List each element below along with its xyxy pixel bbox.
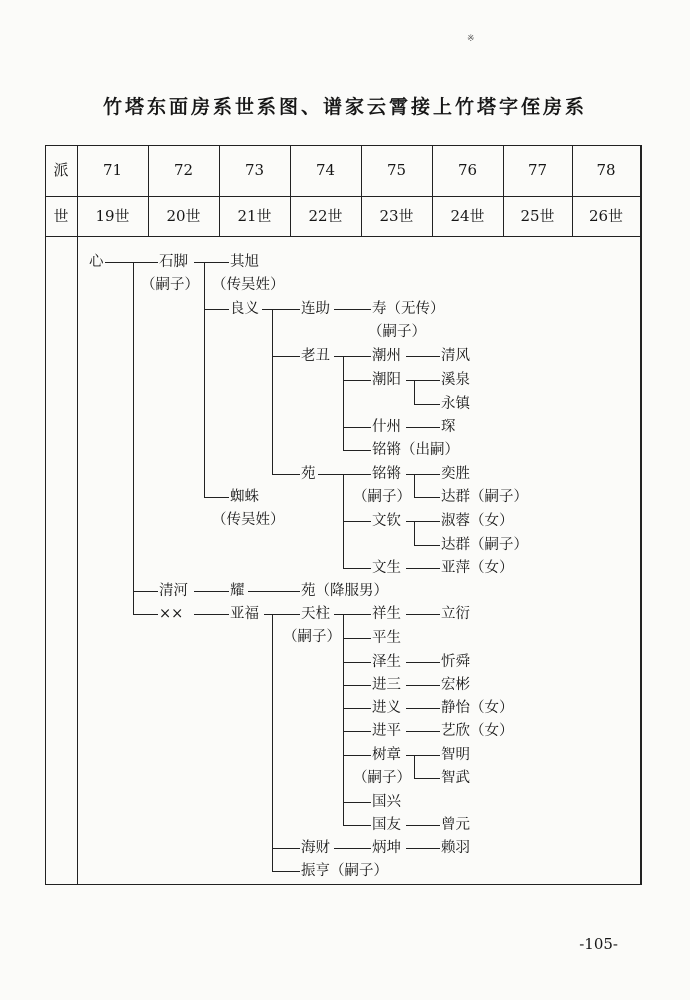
tree-connector-h — [204, 497, 229, 498]
node-jinyi: 进义 — [372, 700, 401, 716]
node-zhizhu: 蜘蛛 — [230, 489, 259, 505]
node-shuzhang: 树章 — [372, 747, 401, 763]
tree-connector-h — [406, 614, 440, 615]
tree-connector-v — [204, 262, 205, 497]
tree-connector-h — [334, 309, 371, 310]
tree-connector-h — [133, 591, 158, 592]
node-haicai: 海财 — [301, 840, 330, 856]
node-shou-note: （嗣子） — [368, 324, 426, 340]
node-yuan2: 苑（降服男） — [301, 583, 388, 599]
tree-connector-h — [194, 614, 229, 615]
node-qinghe: 清河 — [159, 583, 188, 599]
tree-connector-h — [334, 614, 371, 615]
tree-connector-h — [343, 708, 371, 709]
tree-connector-v — [343, 356, 344, 450]
pai-75: 75 — [386, 161, 407, 179]
tree-connector-v — [343, 614, 344, 825]
tree-connector-h — [194, 591, 229, 592]
pai-74: 74 — [315, 161, 336, 179]
node-zhizhu-note: （传吴姓） — [212, 512, 285, 528]
tree-connector-h — [406, 521, 440, 522]
shi-23: 23世 — [379, 207, 414, 225]
tree-connector-h — [343, 802, 371, 803]
tree-connector-h — [406, 731, 440, 732]
shi-20: 20世 — [166, 207, 201, 225]
tree-connector-h — [334, 848, 371, 849]
node-yixin: 艺欣（女） — [441, 723, 514, 739]
node-jinping: 进平 — [372, 723, 401, 739]
node-yongzhen: 永镇 — [441, 396, 470, 412]
tree-connector-h — [264, 614, 300, 615]
node-zhenheng: 振亨（嗣子） — [301, 863, 388, 879]
pai-label: 派 — [53, 161, 69, 179]
page-number: -105- — [579, 935, 618, 953]
node-qixu: 其旭 — [230, 254, 259, 270]
node-shijiao-note: （嗣子） — [141, 277, 199, 293]
tree-connector-h — [334, 356, 371, 357]
node-xin: 心 — [89, 254, 104, 270]
table-column-divider — [640, 145, 641, 885]
tree-connector-h — [414, 545, 440, 546]
node-wenqin: 文钦 — [372, 513, 401, 529]
shi-24: 24世 — [450, 207, 485, 225]
tree-connector-h — [406, 662, 440, 663]
node-daqun2: 达群（嗣子） — [441, 537, 528, 553]
node-yao: 耀 — [230, 583, 245, 599]
tree-connector-h — [406, 568, 440, 569]
tree-connector-h — [262, 309, 300, 310]
pai-77: 77 — [527, 161, 548, 179]
node-qingfeng: 清风 — [441, 348, 470, 364]
tree-connector-h — [406, 474, 440, 475]
node-zhiwu: 智武 — [441, 770, 470, 786]
tree-connector-h — [133, 614, 158, 615]
node-tianzhu: 天柱 — [301, 606, 330, 622]
shi-22: 22世 — [308, 207, 343, 225]
tree-connector-h — [406, 825, 440, 826]
node-hongbin: 宏彬 — [441, 677, 470, 693]
tree-connector-h — [272, 474, 300, 475]
node-pingsheng: 平生 — [372, 630, 401, 646]
shi-21: 21世 — [237, 207, 272, 225]
node-chen: 琛 — [441, 419, 456, 435]
tree-connector-v — [414, 521, 415, 545]
page-title: 竹塔东面房系世系图、谱家云霄接上竹塔字侄房系 — [102, 96, 587, 118]
tree-connector-h — [343, 427, 371, 428]
node-yuan1: 苑 — [301, 466, 316, 482]
tree-connector-h — [414, 404, 440, 405]
pai-71: 71 — [102, 161, 123, 179]
node-chaoyang: 潮阳 — [372, 372, 401, 388]
shi-19: 19世 — [95, 207, 130, 225]
node-yisheng: 奕胜 — [441, 466, 470, 482]
node-shou: 寿（无传） — [372, 301, 445, 317]
node-liangyi: 良义 — [230, 301, 259, 317]
node-tianzhu-note: （嗣子） — [283, 629, 341, 645]
tree-connector-h — [406, 848, 440, 849]
tree-connector-h — [414, 778, 440, 779]
tree-connector-h — [343, 825, 371, 826]
node-bingkun: 炳坤 — [372, 840, 401, 856]
table-row-divider — [45, 236, 642, 237]
node-xiquan: 溪泉 — [441, 372, 470, 388]
tree-connector-h — [343, 685, 371, 686]
shi-25: 25世 — [520, 207, 555, 225]
tree-connector-h — [343, 662, 371, 663]
tree-connector-h — [406, 755, 440, 756]
table-column-divider — [77, 145, 78, 885]
tree-connector-v — [414, 380, 415, 404]
tree-connector-v — [414, 755, 415, 778]
node-chaozhou: 潮州 — [372, 348, 401, 364]
node-laiyu: 赖羽 — [441, 840, 470, 856]
tree-connector-h — [272, 356, 300, 357]
tree-connector-h — [318, 474, 371, 475]
tree-connector-h — [406, 685, 440, 686]
tree-connector-h — [104, 262, 158, 263]
node-shurong: 淑蓉（女） — [441, 513, 514, 529]
tree-connector-h — [343, 568, 371, 569]
shi-26: 26世 — [588, 207, 624, 225]
tree-connector-h — [272, 871, 300, 872]
pai-78: 78 — [596, 161, 616, 179]
tree-connector-h — [248, 591, 300, 592]
node-shuzhang-note: （嗣子） — [353, 770, 411, 786]
tree-connector-h — [406, 380, 440, 381]
scan-mark: ※ — [467, 34, 475, 44]
tree-connector-h — [343, 450, 371, 451]
tree-connector-v — [272, 309, 273, 474]
pai-76: 76 — [457, 161, 478, 179]
tree-connector-h — [414, 497, 440, 498]
node-lianzhu: 连助 — [301, 301, 330, 317]
tree-connector-h — [343, 521, 371, 522]
node-guoyou: 国友 — [372, 817, 401, 833]
pai-73: 73 — [244, 161, 265, 179]
node-liyan: 立衍 — [441, 606, 470, 622]
tree-connector-h — [406, 356, 440, 357]
tree-connector-h — [343, 638, 371, 639]
node-xiangsheng: 祥生 — [372, 606, 401, 622]
node-mingwen2: 铭锵 — [372, 466, 401, 482]
node-guoxing: 国兴 — [372, 794, 401, 810]
tree-connector-h — [406, 708, 440, 709]
node-jingyi: 静怡（女） — [441, 700, 514, 716]
table-row-divider — [45, 196, 642, 197]
tree-connector-v — [414, 474, 415, 497]
node-xinshun: 忻舜 — [441, 654, 470, 670]
node-zengyuan: 曾元 — [441, 817, 470, 833]
node-wensheng: 文生 — [372, 560, 401, 576]
tree-connector-h — [343, 380, 371, 381]
tree-connector-v — [133, 262, 134, 614]
tree-connector-h — [406, 427, 440, 428]
node-mingwen2-note: （嗣子） — [353, 489, 411, 505]
pai-72: 72 — [173, 161, 194, 179]
node-laochou: 老丑 — [301, 348, 330, 364]
tree-connector-h — [343, 731, 371, 732]
node-qixu-note: （传吴姓） — [212, 277, 285, 293]
node-yaping: 亚萍（女） — [441, 560, 514, 576]
shi-label: 世 — [53, 207, 69, 225]
node-shizhou: 什州 — [372, 419, 401, 435]
node-yafu: 亚福 — [230, 606, 259, 622]
node-xx: ×× — [159, 606, 184, 622]
tree-connector-h — [204, 309, 229, 310]
tree-connector-h — [194, 262, 229, 263]
tree-connector-h — [343, 755, 371, 756]
node-jinsan: 进三 — [372, 677, 401, 693]
tree-connector-h — [272, 848, 300, 849]
node-shijiao: 石脚 — [159, 254, 188, 270]
node-daqun1: 达群（嗣子） — [441, 489, 528, 505]
node-zhiming: 智明 — [441, 747, 470, 763]
tree-connector-v — [272, 614, 273, 871]
node-zesheng: 泽生 — [372, 654, 401, 670]
node-mingwen1: 铭锵（出嗣） — [372, 442, 459, 458]
